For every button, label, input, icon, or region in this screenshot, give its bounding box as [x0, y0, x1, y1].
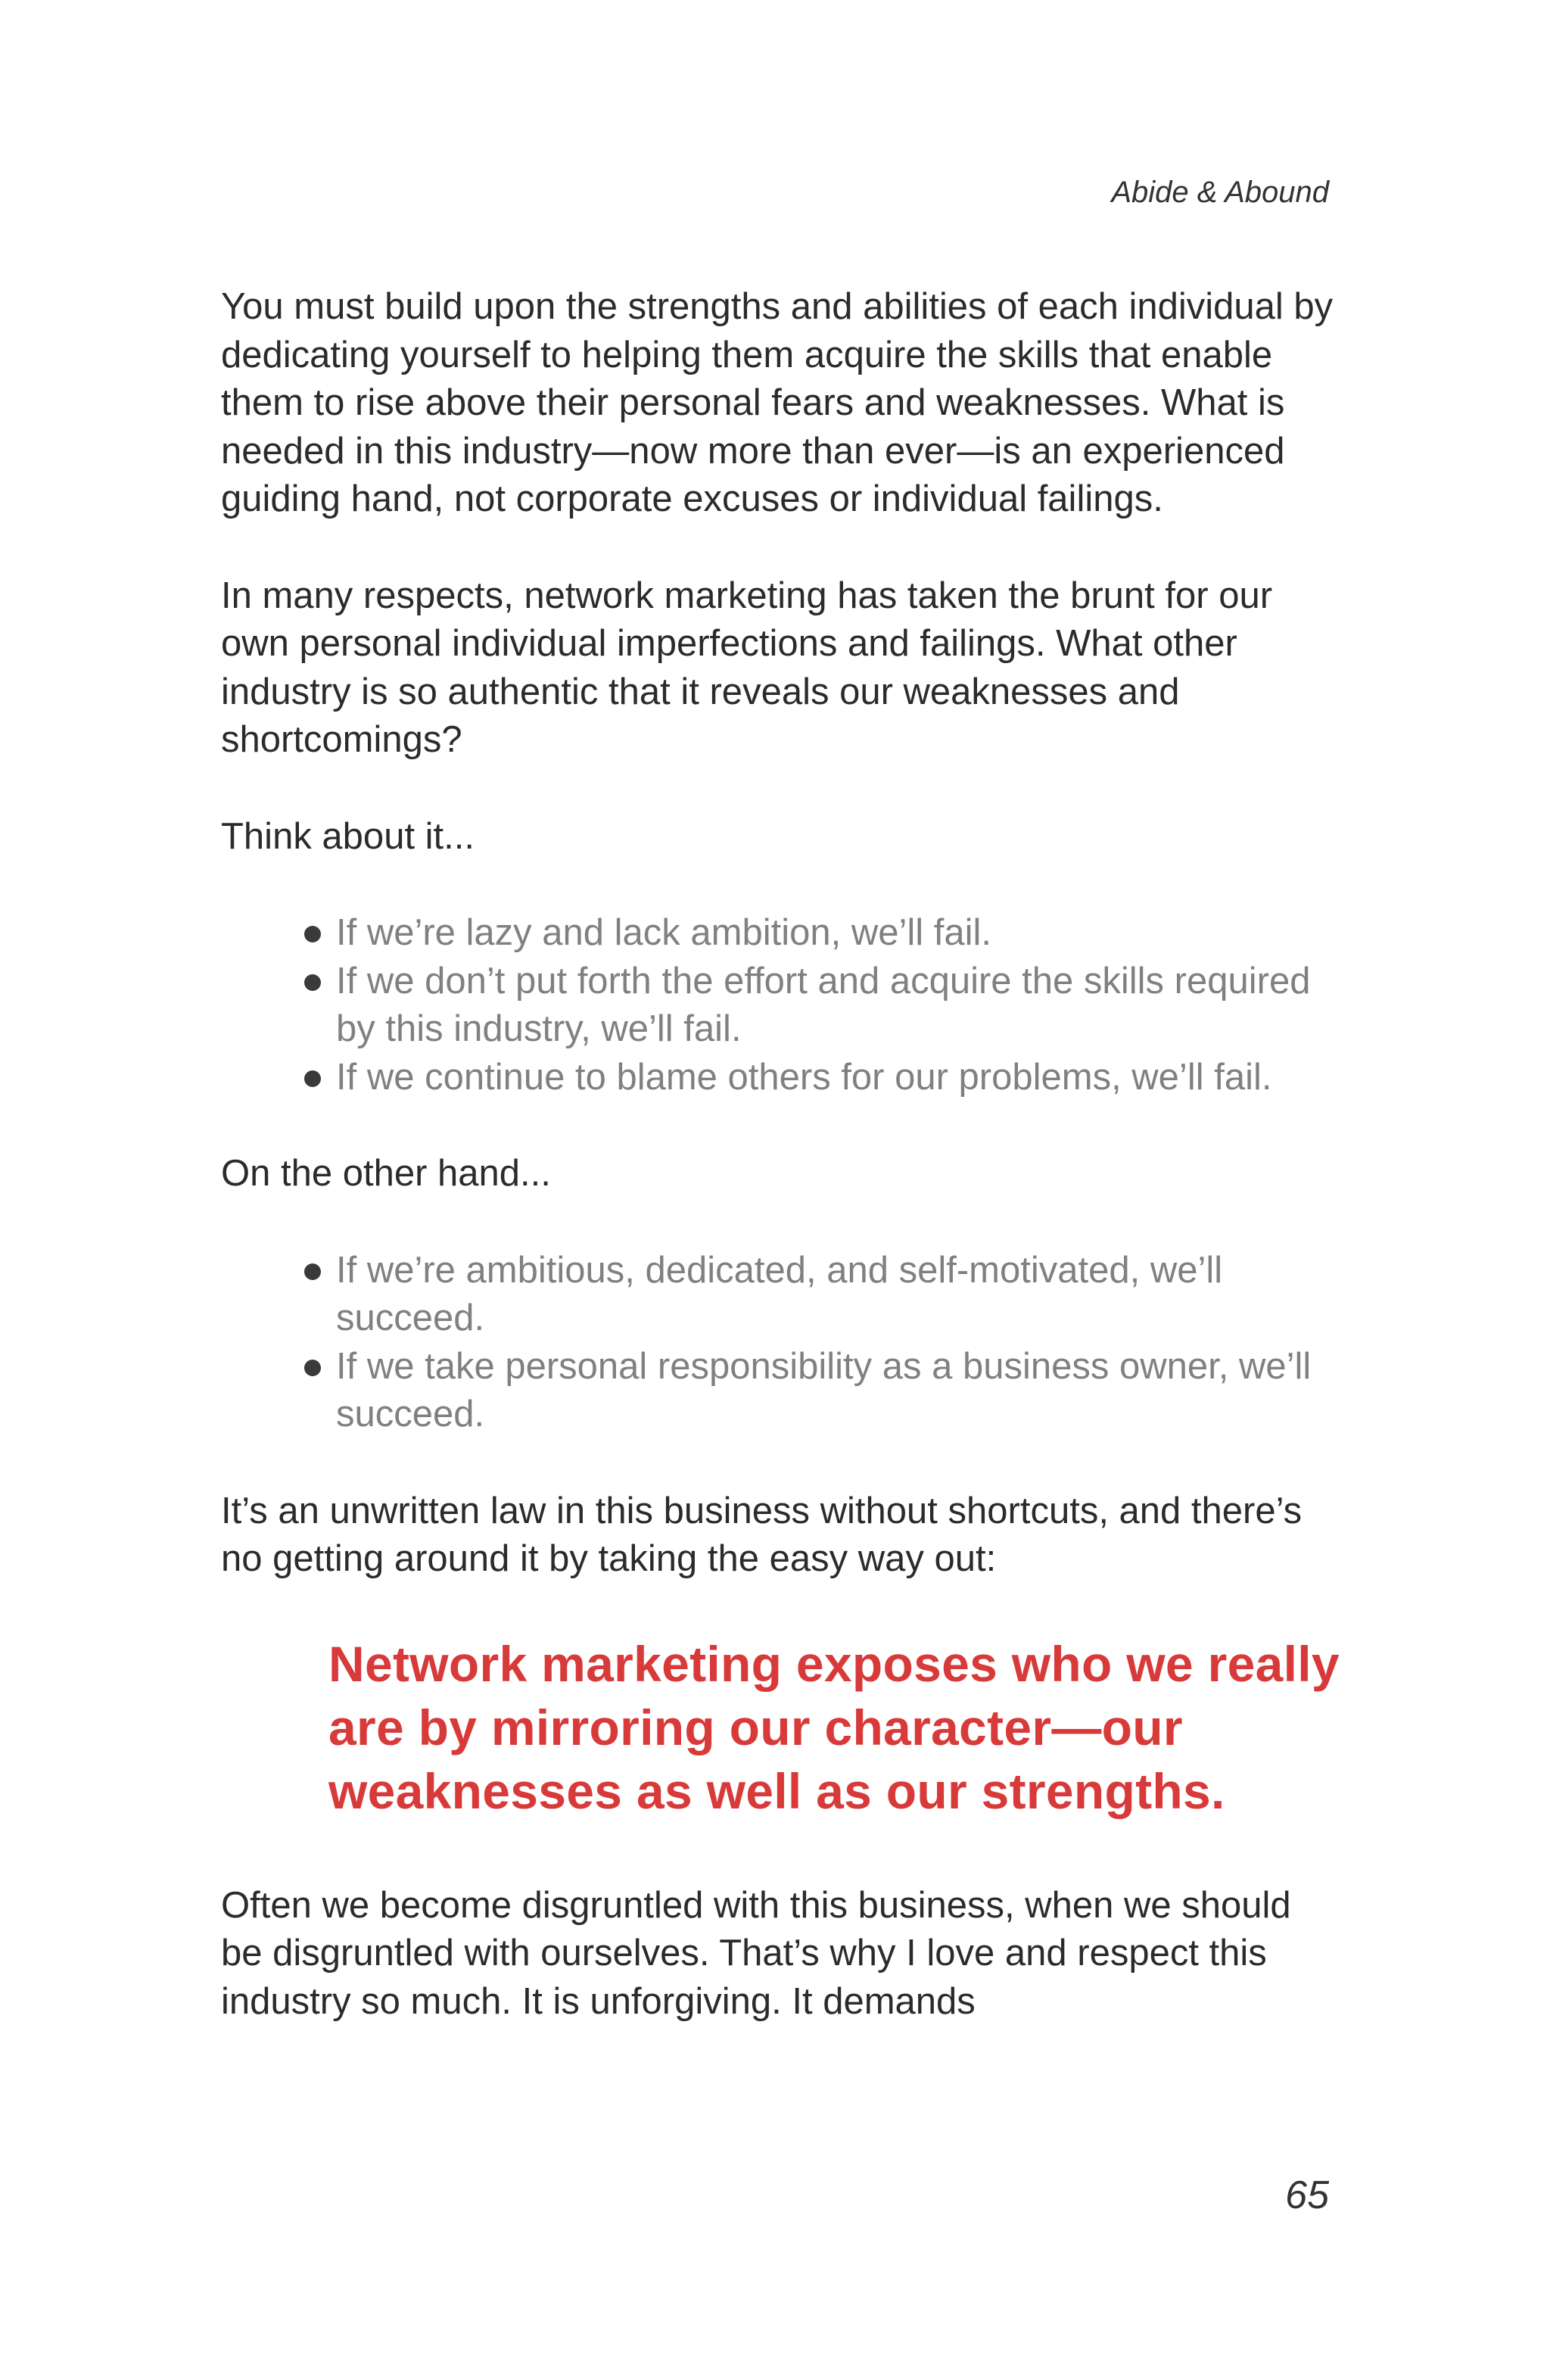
- running-head: Abide & Abound: [1111, 176, 1329, 209]
- list-item-text: If we continue to blame others for our problems, we’ll fail.: [336, 1056, 1272, 1098]
- paragraph-1: You must build upon the strengths and abilities of each individual by dedicating yourself to helping them acquire the skills that enable them to rise above their personal fears and weaknesses. What is needed in this industry—now more than ever—is an experienced guiding hand, not corporate excuses or individual failings.: [221, 286, 1334, 519]
- paragraph-2: In many respects, network marketing has taken the brunt for our own personal individual imperfections and failings. What other industry is so authentic that it reveals our weaknesses and shortcomings?: [221, 575, 1273, 760]
- list-item: [304, 1054, 1341, 1102]
- list-item: [304, 1343, 1341, 1439]
- pull-quote: Network marketing exposes who we really are by mirroring our character—our weaknesses as well as our strengths.: [328, 1635, 1340, 1819]
- paragraph-3: Think about it...: [221, 815, 475, 857]
- bullet-dot-icon: [304, 926, 321, 942]
- paragraph-5: It’s an unwritten law in this business without shortcuts, and there’s no getting around it by taking the easy way out:: [221, 1490, 1303, 1579]
- fail-bullet-list: [221, 909, 1341, 1101]
- page-number: 65: [1285, 2173, 1329, 2217]
- bullet-dot-icon: [304, 974, 321, 991]
- list-item: [304, 909, 1341, 958]
- bullet-dot-icon: [304, 1070, 321, 1087]
- paragraph-4: On the other hand...: [221, 1153, 551, 1194]
- list-item-text: If we’re ambitious, dedicated, and self-motivated, we’ll succeed.: [336, 1249, 1223, 1338]
- list-item-text: If we’re lazy and lack ambition, we’ll fail.: [336, 912, 992, 953]
- list-item-text: If we take personal responsibility as a business owner, we’ll succeed.: [336, 1345, 1312, 1435]
- bullet-dot-icon: [304, 1263, 321, 1280]
- list-item-text: If we don’t put forth the effort and acquire the skills required by this industry, we’ll fail.: [336, 960, 1311, 1049]
- body-text: [221, 283, 1341, 2074]
- succeed-bullet-list: [221, 1247, 1341, 1439]
- bullet-dot-icon: [304, 1360, 321, 1376]
- paragraph-6: Often we become disgruntled with this business, when we should be disgruntled with ourselves. That’s why I love and respect this industry so much. It is unforgiving. It demands: [221, 1884, 1291, 2022]
- list-item: [304, 958, 1341, 1054]
- list-item: [304, 1247, 1341, 1343]
